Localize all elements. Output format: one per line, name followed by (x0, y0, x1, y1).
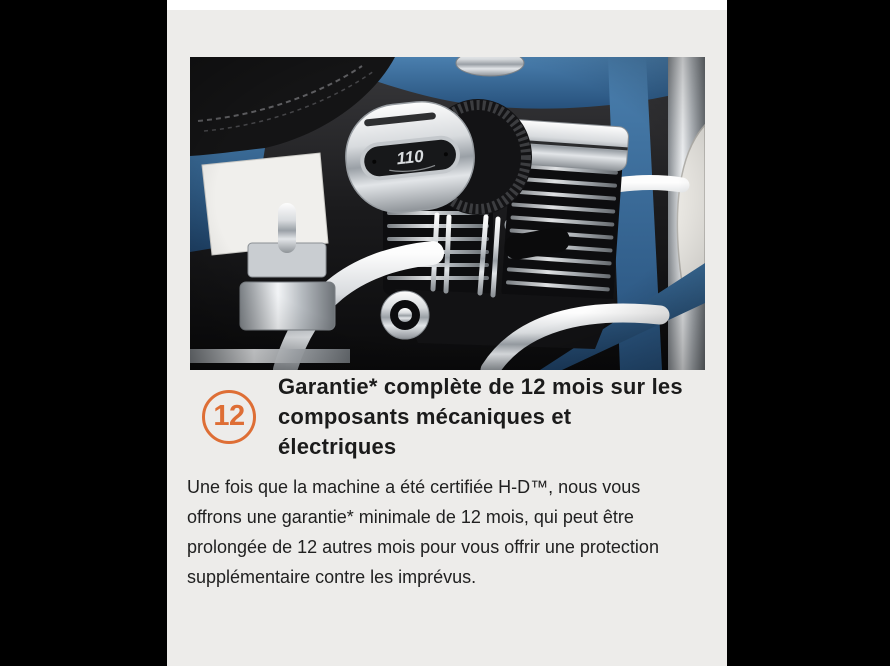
months-badge (202, 390, 256, 444)
card-description-line: offrons une garantie* minimale de 12 mois, qui peut être (187, 507, 634, 527)
card-description-line: supplémentaire contre les imprévus. (187, 567, 477, 587)
page-top-strip (167, 0, 727, 10)
card-title-line: Garantie* complète de 12 mois sur les (278, 374, 683, 399)
card-description-line: prolongée de 12 autres mois pour vous offrir une protection (187, 537, 659, 557)
card-description (187, 472, 712, 592)
motorcycle-engine-photo (190, 57, 705, 370)
card-title-line: composants mécaniques et (278, 404, 572, 429)
months-badge-value: 12 (213, 399, 245, 432)
engine-illustration (190, 57, 705, 370)
card-title (278, 372, 730, 462)
warranty-card (167, 0, 727, 666)
card-title-line: électriques (278, 434, 397, 459)
vignette-overlay (190, 57, 705, 370)
card-description-line: Une fois que la machine a été certifiée H-D™, nous vous (187, 477, 641, 497)
